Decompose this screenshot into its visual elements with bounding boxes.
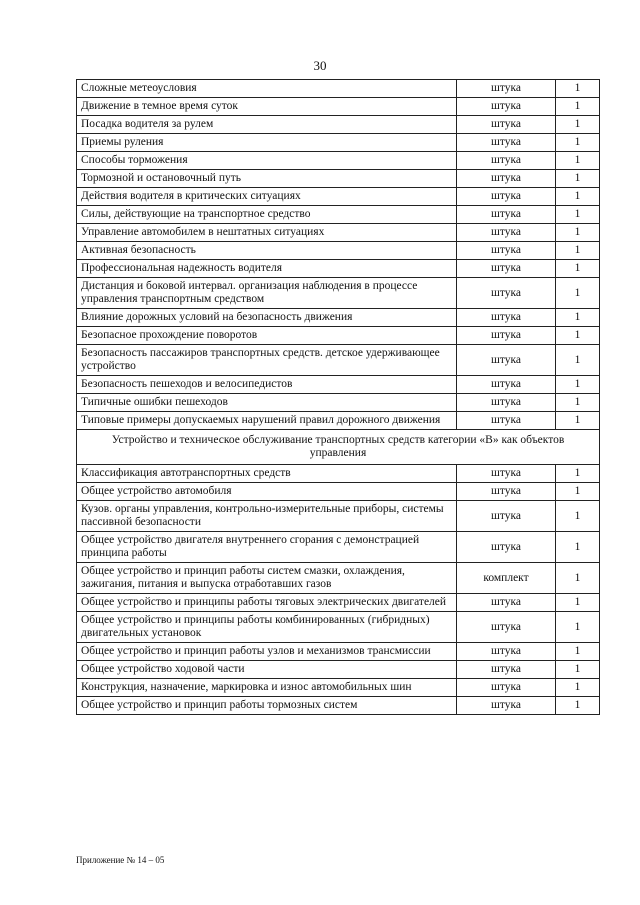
item-quantity: 1 (556, 412, 600, 430)
item-quantity: 1 (556, 309, 600, 327)
item-unit: штука (457, 412, 556, 430)
item-quantity: 1 (556, 242, 600, 260)
item-unit: штука (457, 679, 556, 697)
table-row (77, 501, 600, 532)
item-unit: штука (457, 661, 556, 679)
item-unit: штука (457, 152, 556, 170)
table-row (77, 643, 600, 661)
item-unit: штука (457, 376, 556, 394)
item-name: Безопасное прохождение поворотов (77, 327, 457, 345)
item-name: Кузов. органы управления, контрольно-измерительные приборы, системы пассивной безопасности (77, 501, 457, 532)
item-name: Общее устройство ходовой части (77, 661, 457, 679)
item-name: Общее устройство и принципы работы тяговых электрических двигателей (77, 594, 457, 612)
item-name: Приемы руления (77, 134, 457, 152)
item-unit: штука (457, 278, 556, 309)
item-quantity: 1 (556, 152, 600, 170)
item-unit: штука (457, 242, 556, 260)
item-name: Сложные метеоусловия (77, 80, 457, 98)
item-name: Влияние дорожных условий на безопасность движения (77, 309, 457, 327)
table-row (77, 170, 600, 188)
item-quantity: 1 (556, 563, 600, 594)
item-name: Конструкция, назначение, маркировка и износ автомобильных шин (77, 679, 457, 697)
section-title: Устройство и техническое обслуживание транспортных средств категории «В» как объектов управления (77, 430, 600, 465)
item-name: Способы торможения (77, 152, 457, 170)
item-name: Активная безопасность (77, 242, 457, 260)
table-row (77, 327, 600, 345)
table-row (77, 242, 600, 260)
item-name: Общее устройство и принцип работы узлов и механизмов трансмиссии (77, 643, 457, 661)
table-row (77, 224, 600, 242)
item-unit: штука (457, 224, 556, 242)
item-unit: штука (457, 116, 556, 134)
table-row (77, 465, 600, 483)
table-row (77, 594, 600, 612)
item-quantity: 1 (556, 376, 600, 394)
item-unit: штука (457, 134, 556, 152)
item-quantity: 1 (556, 206, 600, 224)
item-unit: штука (457, 260, 556, 278)
item-quantity: 1 (556, 116, 600, 134)
table-row (77, 563, 600, 594)
footer-note: Приложение № 14 – 05 (76, 855, 165, 865)
table-row (77, 483, 600, 501)
item-name: Дистанция и боковой интервал. организация наблюдения в процессе управления транспортным средством (77, 278, 457, 309)
item-quantity: 1 (556, 594, 600, 612)
item-quantity: 1 (556, 697, 600, 715)
table-row (77, 152, 600, 170)
item-quantity: 1 (556, 612, 600, 643)
item-quantity: 1 (556, 661, 600, 679)
item-name: Общее устройство и принцип работы тормозных систем (77, 697, 457, 715)
item-unit: штука (457, 465, 556, 483)
item-quantity: 1 (556, 260, 600, 278)
table-row (77, 206, 600, 224)
item-unit: штука (457, 327, 556, 345)
table-row (77, 98, 600, 116)
item-unit: штука (457, 532, 556, 563)
item-unit: штука (457, 188, 556, 206)
table-row (77, 278, 600, 309)
equipment-table (76, 79, 600, 715)
table-row (77, 661, 600, 679)
item-name: Движение в темное время суток (77, 98, 457, 116)
table-row (77, 697, 600, 715)
item-quantity: 1 (556, 98, 600, 116)
item-name: Классификация автотранспортных средств (77, 465, 457, 483)
item-unit: штука (457, 643, 556, 661)
item-quantity: 1 (556, 80, 600, 98)
item-name: Действия водителя в критических ситуациях (77, 188, 457, 206)
table-row (77, 188, 600, 206)
item-unit: штука (457, 697, 556, 715)
item-unit: штука (457, 170, 556, 188)
item-name: Общее устройство автомобиля (77, 483, 457, 501)
item-name: Типовые примеры допускаемых нарушений правил дорожного движения (77, 412, 457, 430)
table-row (77, 612, 600, 643)
item-unit: штука (457, 206, 556, 224)
table-row (77, 412, 600, 430)
item-name: Профессиональная надежность водителя (77, 260, 457, 278)
item-name: Безопасность пассажиров транспортных средств. детское удерживающее устройство (77, 345, 457, 376)
item-quantity: 1 (556, 532, 600, 563)
item-unit: комплект (457, 563, 556, 594)
item-unit: штука (457, 394, 556, 412)
item-quantity: 1 (556, 394, 600, 412)
item-quantity: 1 (556, 345, 600, 376)
table-row (77, 394, 600, 412)
item-name: Безопасность пешеходов и велосипедистов (77, 376, 457, 394)
table-row (77, 134, 600, 152)
item-quantity: 1 (556, 278, 600, 309)
item-unit: штука (457, 309, 556, 327)
item-unit: штука (457, 80, 556, 98)
section-row (77, 430, 600, 465)
item-name: Общее устройство и принципы работы комбинированных (гибридных) двигательных установок (77, 612, 457, 643)
item-name: Общее устройство двигателя внутреннего сгорания с демонстрацией принципа работы (77, 532, 457, 563)
item-name: Управление автомобилем в нештатных ситуациях (77, 224, 457, 242)
item-unit: штука (457, 483, 556, 501)
table-row (77, 309, 600, 327)
item-unit: штука (457, 612, 556, 643)
table-row (77, 345, 600, 376)
item-quantity: 1 (556, 501, 600, 532)
item-quantity: 1 (556, 327, 600, 345)
item-name: Типичные ошибки пешеходов (77, 394, 457, 412)
item-quantity: 1 (556, 465, 600, 483)
item-quantity: 1 (556, 643, 600, 661)
item-quantity: 1 (556, 483, 600, 501)
item-name: Тормозной и остановочный путь (77, 170, 457, 188)
table-row (77, 679, 600, 697)
table-row (77, 532, 600, 563)
item-unit: штука (457, 594, 556, 612)
table-row (77, 116, 600, 134)
item-quantity: 1 (556, 170, 600, 188)
item-name: Силы, действующие на транспортное средство (77, 206, 457, 224)
table-row (77, 80, 600, 98)
item-quantity: 1 (556, 224, 600, 242)
item-unit: штука (457, 501, 556, 532)
item-unit: штука (457, 345, 556, 376)
item-quantity: 1 (556, 188, 600, 206)
page-number: 30 (313, 58, 327, 73)
item-name: Посадка водителя за рулем (77, 116, 457, 134)
item-quantity: 1 (556, 679, 600, 697)
item-unit: штука (457, 98, 556, 116)
table-row (77, 260, 600, 278)
table-row (77, 376, 600, 394)
item-quantity: 1 (556, 134, 600, 152)
item-name: Общее устройство и принцип работы систем смазки, охлаждения, зажигания, питания и выпуска отработавших газов (77, 563, 457, 594)
